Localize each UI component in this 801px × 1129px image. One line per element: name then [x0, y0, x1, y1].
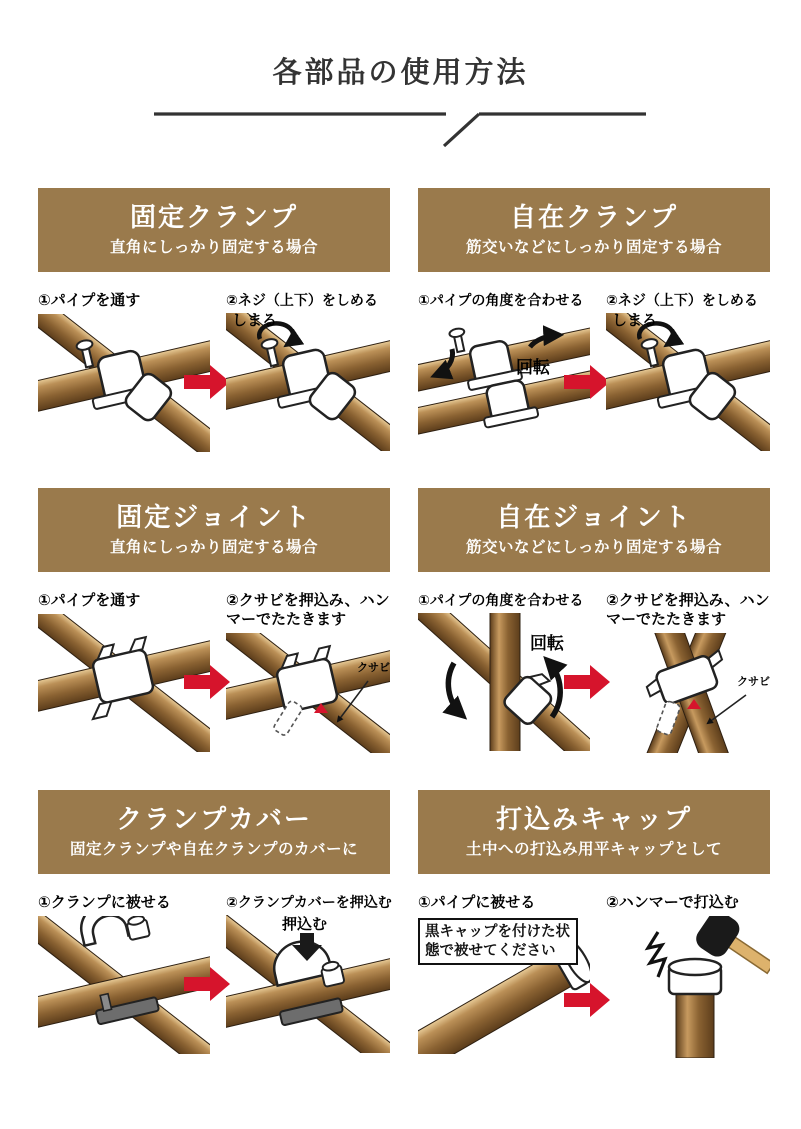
next-step-arrow	[184, 362, 230, 402]
step-label: ①パイプを通す	[38, 292, 141, 309]
step-2	[226, 894, 390, 1058]
page-title: 各部品の使用方法	[272, 57, 529, 89]
section-header	[38, 188, 390, 272]
rotate-annotation: 回転	[530, 633, 564, 653]
section-jizai-joint	[418, 488, 770, 778]
step-label: ①パイプを通す	[38, 592, 141, 609]
black-cap-note: 黒キャップを付けた状態で被せてください	[418, 918, 578, 966]
section-uchikomi-cap	[418, 790, 770, 1080]
section-header	[418, 488, 770, 572]
step-label: ①パイプの角度を合わせる	[418, 292, 584, 308]
section-subtitle: 固定クランプや自在クランプのカバーに	[69, 840, 358, 858]
next-step-arrow	[564, 980, 610, 1020]
section-title: クランプカバー	[116, 804, 312, 835]
section-header	[418, 790, 770, 874]
section-title: 打込みキャップ	[495, 804, 692, 835]
section-kotei-clamp	[38, 188, 390, 470]
section-header	[38, 790, 390, 874]
hammer-strike-illustration	[606, 916, 770, 1058]
joint-wedge-hammer-illustration	[226, 633, 390, 753]
tighten-annotation: しまる	[612, 311, 658, 329]
step-label: ②ネジ（上下）をしめる	[606, 292, 758, 308]
section-clamp-cover	[38, 790, 390, 1080]
section-title: 固定クランプ	[129, 202, 298, 233]
rotate-annotation: 回転	[516, 357, 550, 377]
section-subtitle: 土中への打込み用平キャップとして	[465, 840, 722, 858]
wedge-annotation: クサビ	[737, 675, 770, 688]
section-subtitle: 筋交いなどにしっかり固定する場合	[465, 538, 722, 556]
next-step-arrow	[184, 964, 230, 1004]
step-label: ②クランプカバーを押込む	[226, 894, 392, 910]
section-subtitle: 直角にしっかり固定する場合	[109, 238, 318, 256]
step-2	[226, 592, 390, 758]
section-title: 自在ジョイント	[496, 502, 692, 533]
step-label: ①クランプに被せる	[38, 894, 171, 911]
crossed-pipes-clamp-tighten-illustration	[226, 313, 390, 451]
section-header	[418, 188, 770, 272]
step-2	[226, 292, 390, 456]
section-title: 自在クランプ	[509, 202, 678, 233]
section-subtitle: 筋交いなどにしっかり固定する場合	[465, 238, 722, 256]
step-1	[418, 894, 590, 1059]
cover-seated-illustration	[226, 915, 390, 1053]
section-header	[38, 488, 390, 572]
title-underline-decoration	[148, 102, 654, 150]
step-label: ①パイプに被せる	[418, 894, 536, 911]
steep-joint-wedge-illustration	[606, 633, 770, 753]
section-kotei-joint	[38, 488, 390, 778]
next-step-arrow	[564, 362, 610, 402]
step-2	[606, 292, 770, 456]
step-label: ②クサビを押込み、ハンマーでたたきます	[226, 592, 390, 628]
section-jizai-clamp	[418, 188, 770, 470]
section-title: 固定ジョイント	[116, 502, 312, 533]
section-subtitle: 直角にしっかり固定する場合	[109, 538, 318, 556]
tighten-annotation: しまる	[232, 311, 278, 329]
step-2	[606, 894, 770, 1063]
next-step-arrow	[564, 662, 610, 702]
step-label: ②ハンマーで打込む	[606, 894, 739, 911]
next-step-arrow	[184, 662, 230, 702]
crossed-pipes-clamp-tighten-illustration	[606, 313, 770, 451]
step-label: ②ネジ（上下）をしめる	[226, 292, 378, 308]
step-label: ②クサビを押込み、ハンマーでたたきます	[606, 592, 770, 628]
push-in-annotation: 押込む	[282, 915, 328, 933]
step-label: ①パイプの角度を合わせる	[418, 592, 584, 608]
step-2	[606, 592, 770, 758]
wedge-annotation: クサビ	[357, 661, 390, 674]
